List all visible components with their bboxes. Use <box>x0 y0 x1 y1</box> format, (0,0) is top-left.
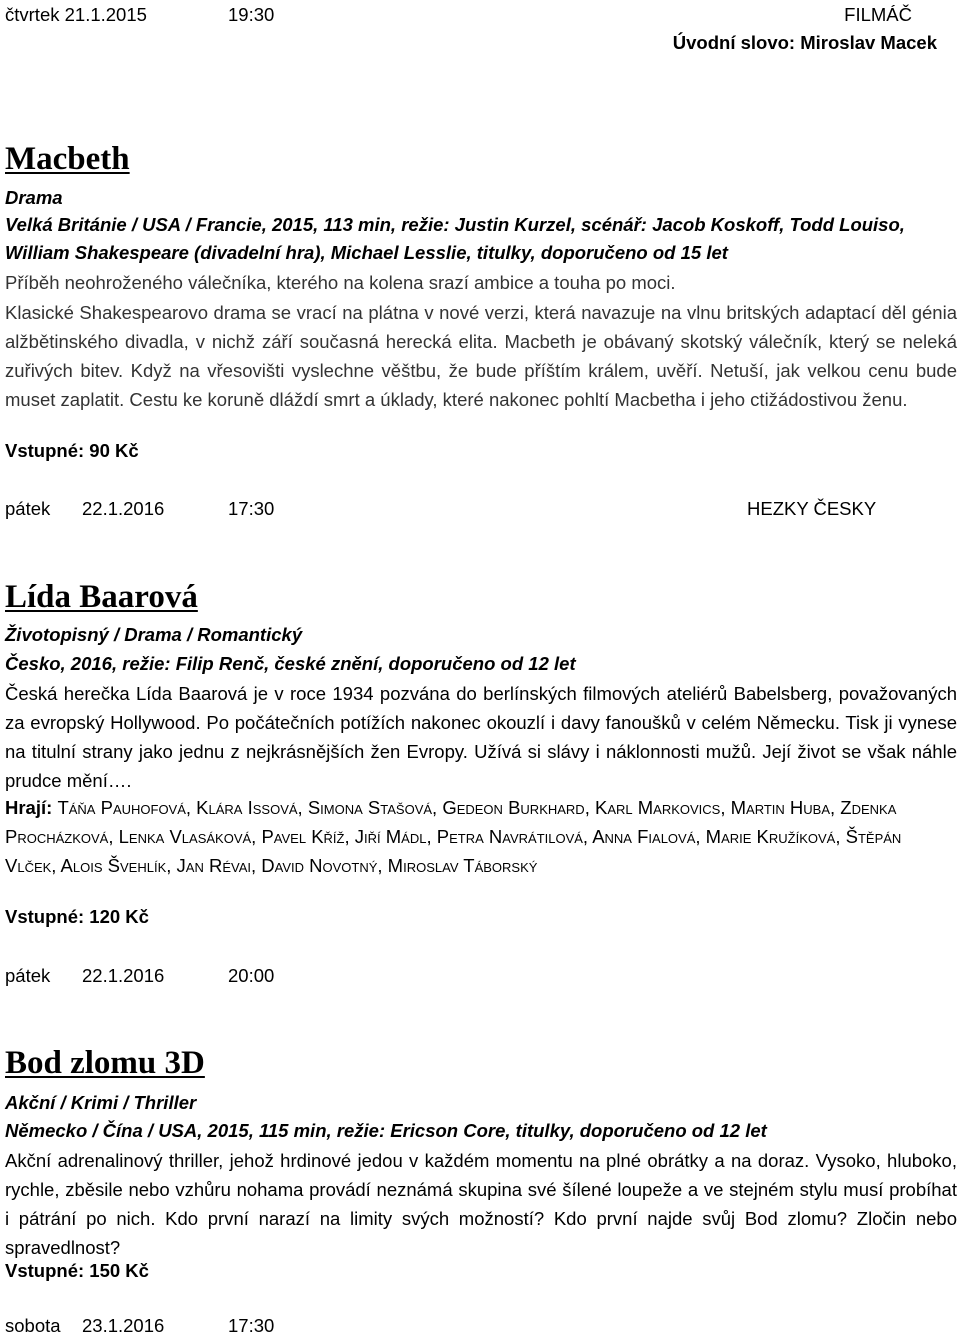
event2-credits: Česko, 2016, režie: Filip Renč, české znění, doporučeno od 12 let <box>5 653 576 674</box>
event2-series: HEZKY ČESKY <box>747 498 877 519</box>
event1-genre: Drama <box>5 187 63 208</box>
event2-title: Lída Baarová <box>5 579 198 615</box>
event2-header-row <box>5 498 957 520</box>
event3-genre: Akční / Krimi / Thriller <box>5 1092 197 1113</box>
event2-cast: Táňa Pauhofová, Klára Issová, Simona Stašová, Gedeon Burkhard, Karl Markovics, Martin Huba, Zdenka Procházková, Lenka Vlasáková, Pavel Kříž, Jiří Mádl, Petra Navrátilová, Anna Fialová, Marie Kružíková, Štěpán Vlček, Alois Švehlík, Jan Révai, David Novotný, Miroslav Táborský <box>5 797 902 876</box>
event1-tagline: Příběh neohroženého válečníka, kterého na kolena srazí ambice a touha po moci. <box>5 272 676 293</box>
event2-day: pátek <box>5 498 51 519</box>
event3-title: Bod zlomu 3D <box>5 1045 205 1081</box>
event4-day: sobota <box>5 1315 61 1336</box>
event3-day: pátek <box>5 965 51 986</box>
event3-header-row <box>5 965 957 987</box>
event1-date: čtvrtek 21.1.2015 <box>5 4 147 25</box>
event1-series: FILMÁČ <box>844 4 912 25</box>
event1-credits: Velká Británie / USA / Francie, 2015, 113 min, režie: Justin Kurzel, scénář: Jacob Koskoff, Todd Louiso, William Shakespeare (divadelní hra), Michael Lesslie, titulky, doporučeno od 15 let <box>5 214 905 263</box>
event2-time: 17:30 <box>228 498 275 519</box>
event1-title: Macbeth <box>5 141 130 177</box>
event3-date: 22.1.2016 <box>82 965 165 986</box>
event2-cast-label: Hrají: <box>5 797 53 818</box>
event1-header-row <box>5 4 957 26</box>
event1-time: 19:30 <box>228 4 275 25</box>
event2-date: 22.1.2016 <box>82 498 165 519</box>
event3-credits: Německo / Čína / USA, 2015, 115 min, režie: Ericson Core, titulky, doporučeno od 12 let <box>5 1120 767 1141</box>
event3-description: Akční adrenalinový thriller, jehož hrdinové jedou v každém momentu na plné obrátky a na doraz. Vysoko, hluboko, rychle, zběsile nebo vzhůru nohama provádí neznámá skupina své šílené loupeže a ve stejném stylu musí probíhat i pátrání po nich. Kdo první narazí na limity svých možností? Kdo první najde svůj Bod zlomu? Zločin nebo spravedlnost? <box>5 1150 957 1258</box>
event1-description: Klasické Shakespearovo drama se vrací na plátna v nové verzi, která navazuje na vlnu britských adaptací děl génia alžbětinského divadla, v nichž září současná herecká elita. Macbeth je obávaný skotský válečník, který se neleká zuřivých bitev. Když na vřesovišti vyslechne věštbu, že bude příštím králem, uvěří. Netuší, jak velkou cenu bude muset zaplatit. Cestu ke koruně dláždí smrt a úklady, které nakonec pohltí Macbetha i jeho ctižádostivou ženu. <box>5 302 957 410</box>
event4-header-row <box>5 1315 957 1337</box>
event2-cast-block <box>5 793 957 880</box>
event3-price: Vstupné: 150 Kč <box>5 1260 149 1281</box>
event2-description: Česká herečka Lída Baarová je v roce 1934 pozvána do berlínských filmových ateliérů Babelsberg, považovaných za evropský Hollywood. Po počátečních potížích nakonec okouzlí i davy fanoušků v celém Německu. Tisk ji vynese na titulní strany jako jednu z nejkrásnějších žen Evropy. Užívá si slávy i náklonnosti mužů. Její život se však náhle prudce mění…. <box>5 683 957 791</box>
event3-time: 20:00 <box>228 965 275 986</box>
event4-date: 23.1.2016 <box>82 1315 165 1336</box>
event4-time: 17:30 <box>228 1315 275 1336</box>
event2-price: Vstupné: 120 Kč <box>5 906 149 927</box>
event2-genre: Životopisný / Drama / Romantický <box>5 624 303 645</box>
event1-price: Vstupné: 90 Kč <box>5 440 139 461</box>
event1-intro: Úvodní slovo: Miroslav Macek <box>672 32 937 53</box>
